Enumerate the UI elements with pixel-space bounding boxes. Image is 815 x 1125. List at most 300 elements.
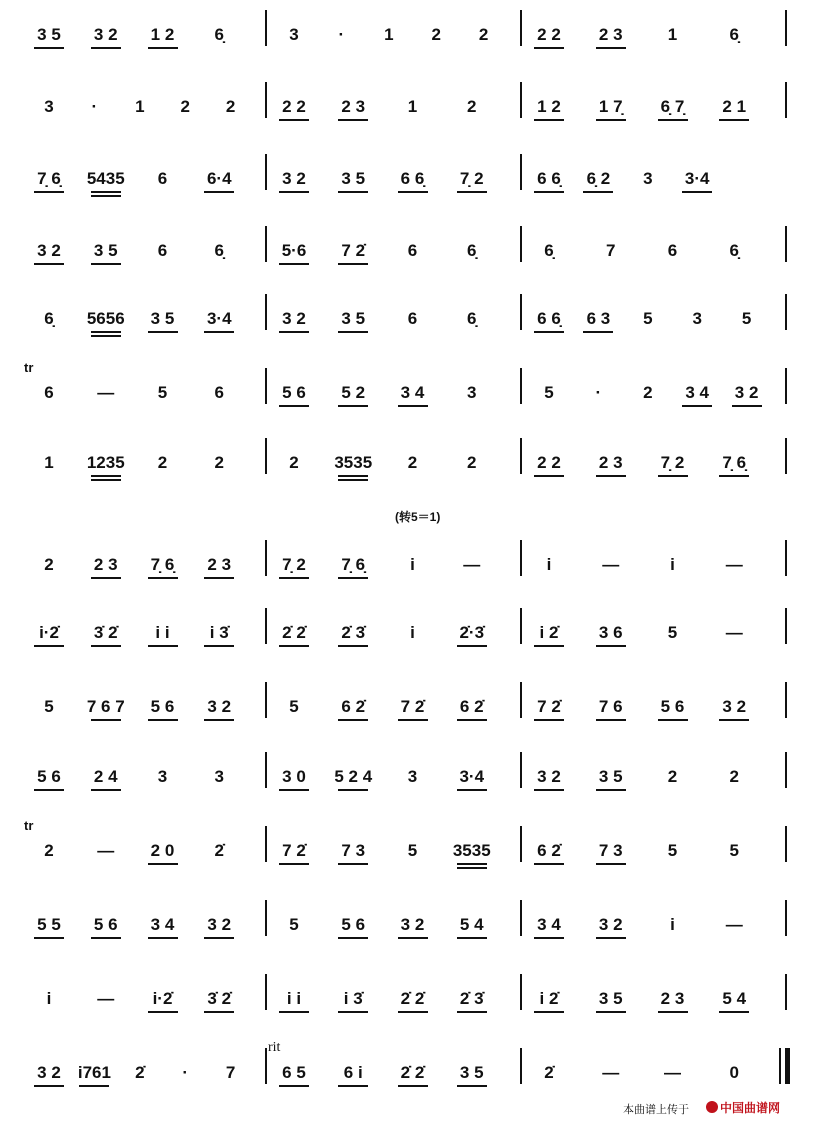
beam-line: [91, 191, 121, 193]
note-group: 3 2: [711, 690, 757, 724]
note-group: 5 2 4: [330, 760, 376, 794]
note-group: 2 2: [271, 90, 317, 124]
beam-line: [534, 191, 564, 193]
barline: [520, 368, 522, 404]
note-group: 5: [643, 309, 653, 328]
beam-line: [204, 1011, 234, 1013]
note-group: 3 2: [526, 760, 572, 794]
beam-line: [91, 331, 121, 333]
note-group: 3 5: [26, 18, 72, 52]
beam-line: [338, 577, 368, 579]
note-group: 6̣ 2: [575, 162, 621, 196]
note-group: 6̣: [729, 25, 739, 44]
score-line: [0, 548, 815, 588]
note-group: 1 2: [526, 90, 572, 124]
note-group: 6 6̣: [526, 302, 572, 336]
note-group: 2̇ 3̇: [449, 982, 495, 1016]
score-line: [0, 446, 815, 486]
note-group: 5 6: [650, 690, 696, 724]
note-group: 3̇ 2̇: [83, 616, 129, 650]
barline: [520, 294, 522, 330]
beam-line: [279, 331, 309, 333]
note-group: 3 2: [271, 162, 317, 196]
note-group: 6: [157, 169, 168, 188]
note-group: 3 5: [83, 234, 129, 268]
barline: [520, 1048, 522, 1084]
note-group: i·2̇: [140, 982, 186, 1016]
note-group: 3 2: [588, 908, 634, 942]
note-group: 7̣ 6̣: [711, 446, 757, 480]
score-line: [0, 908, 815, 948]
note-group: —: [602, 1063, 620, 1082]
barline: [520, 682, 522, 718]
note-group: 6: [667, 241, 678, 260]
note-group: —: [97, 841, 115, 860]
score-line: [0, 616, 815, 656]
note-group: 1: [384, 25, 394, 44]
barline: [265, 294, 267, 330]
note-group: 2: [407, 453, 418, 472]
beam-line: [534, 789, 564, 791]
note-group: 6̣: [214, 241, 224, 260]
barline: [520, 752, 522, 788]
note-group: 6̣: [214, 25, 224, 44]
barline: [520, 540, 522, 576]
note-group: i: [410, 623, 415, 642]
barline: [785, 540, 787, 576]
note-group: ·: [91, 97, 98, 116]
beam-line: [534, 47, 564, 49]
note-group: 3 2: [196, 690, 242, 724]
note-group: 5 6: [330, 908, 376, 942]
note-group: 3: [44, 97, 54, 116]
beam-line: [596, 789, 626, 791]
note-group: 5 6: [271, 376, 317, 410]
note-group: 1: [667, 25, 678, 44]
beam-line: [719, 1011, 749, 1013]
note-group: —: [725, 623, 743, 642]
note-group: 6: [157, 241, 168, 260]
beam-line: [148, 1011, 178, 1013]
note-group: 2 3: [588, 18, 634, 52]
beam-line: [34, 263, 64, 265]
barline: [265, 226, 267, 262]
note-group: 7 6 7: [83, 690, 129, 724]
note-group: 6 5: [271, 1056, 317, 1090]
beam-line: [91, 719, 121, 721]
note-group: —: [463, 555, 481, 574]
note-group: 1: [407, 97, 418, 116]
note-group: i 2̇: [526, 982, 572, 1016]
note-group: 5 4: [711, 982, 757, 1016]
note-group: 2 3: [330, 90, 376, 124]
note-group: 3 4: [390, 376, 436, 410]
note-group: 5 4: [449, 908, 495, 942]
note-group: 3: [157, 767, 168, 786]
beam-line: [658, 475, 688, 477]
note-group: 3: [643, 169, 653, 188]
note-group: 3·4: [196, 302, 242, 336]
beam-line: [398, 937, 428, 939]
beam-line: [279, 863, 309, 865]
note-group: 2: [667, 767, 678, 786]
note-group: 2̇: [214, 841, 224, 860]
barline: [265, 82, 267, 118]
beam-line: [91, 47, 121, 49]
note-group: 1 2: [140, 18, 186, 52]
barline: [520, 900, 522, 936]
beam-line: [719, 719, 749, 721]
beam-line: [534, 1011, 564, 1013]
note-group: 5: [157, 383, 168, 402]
beam-line: [658, 1011, 688, 1013]
note-group: 6̣: [544, 241, 554, 260]
note-group: 2 3: [83, 548, 129, 582]
barline: [785, 226, 787, 262]
score-line: [0, 234, 815, 274]
barline: [785, 438, 787, 474]
beam-line: [91, 789, 121, 791]
note-group: 7: [225, 1063, 236, 1082]
beam-line: [398, 191, 428, 193]
barline: [785, 608, 787, 644]
note-group: 5: [667, 623, 678, 642]
note-group: 3 5: [330, 302, 376, 336]
note-group: 3: [214, 767, 224, 786]
note-group: 5435: [83, 162, 129, 196]
score-line: [0, 302, 815, 342]
beam-line: [457, 1085, 487, 1087]
note-group: 5: [44, 697, 54, 716]
beam-line: [148, 863, 178, 865]
note-group: 3535: [330, 446, 376, 480]
barline: [265, 540, 267, 576]
note-group: 6·4: [196, 162, 242, 196]
beam-line: [279, 119, 309, 121]
beam-line: [398, 405, 428, 407]
note-group: 2: [467, 453, 477, 472]
beam-line: [534, 937, 564, 939]
note-group: 2̇ 2̇: [390, 1056, 436, 1090]
credit-text: 本曲谱上传于: [623, 1104, 689, 1116]
note-group: 1235: [83, 446, 129, 480]
note-group: 7 3: [588, 834, 634, 868]
note-group: 7̣ 6̣: [330, 548, 376, 582]
note-group: 3: [407, 767, 418, 786]
note-group: i i: [140, 616, 186, 650]
note-group: 7̣ 2: [271, 548, 317, 582]
beam-line: [457, 867, 487, 869]
note-group: 2: [467, 97, 477, 116]
beam-line: [91, 475, 121, 477]
beam-line: [204, 331, 234, 333]
barline: [785, 900, 787, 936]
beam-line: [91, 479, 121, 481]
beam-line: [204, 577, 234, 579]
note-group: 6 2̇: [449, 690, 495, 724]
note-group: 6̣ 7̣: [650, 90, 696, 124]
beam-line: [583, 191, 613, 193]
note-group: 2 1: [711, 90, 757, 124]
barline: [785, 368, 787, 404]
beam-line: [204, 645, 234, 647]
beam-line: [534, 475, 564, 477]
note-group: 2: [157, 453, 168, 472]
beam-line: [338, 479, 368, 481]
note-group: 7 2̇: [271, 834, 317, 868]
note-group: 5 6: [83, 908, 129, 942]
beam-line: [596, 119, 626, 121]
beam-line: [338, 475, 368, 477]
note-group: 2 3: [650, 982, 696, 1016]
beam-line: [596, 863, 626, 865]
note-group: 3 5: [330, 162, 376, 196]
barline: [520, 226, 522, 262]
beam-line: [596, 1011, 626, 1013]
note-group: —: [602, 555, 620, 574]
beam-line: [682, 405, 712, 407]
beam-line: [279, 789, 309, 791]
beam-line: [719, 475, 749, 477]
note-group: 3 0: [271, 760, 317, 794]
beam-line: [583, 331, 613, 333]
note-group: 3 5: [449, 1056, 495, 1090]
note-group: 1 7̣: [588, 90, 634, 124]
note-group: 5: [407, 841, 418, 860]
note-group: 6: [44, 383, 54, 402]
barline: [265, 10, 267, 46]
beam-line: [91, 335, 121, 337]
note-group: i·2̇: [26, 616, 72, 650]
beam-line: [338, 263, 368, 265]
note-group: 2 3: [588, 446, 634, 480]
note-group: 3: [692, 309, 702, 328]
note-group: 6 6̣: [390, 162, 436, 196]
barline: [520, 438, 522, 474]
note-group: 5 5: [26, 908, 72, 942]
note-group: 2̇ 2̇: [390, 982, 436, 1016]
beam-line: [148, 719, 178, 721]
note-group: 2: [643, 383, 653, 402]
note-group: 5656: [83, 302, 129, 336]
note-group: 2̇·3̇: [449, 616, 495, 650]
note-group: 3 2: [724, 376, 770, 410]
note-group: 2 2: [526, 18, 572, 52]
note-group: 5·6: [271, 234, 317, 268]
barline: [785, 82, 787, 118]
beam-line: [279, 645, 309, 647]
score-line: [0, 18, 815, 58]
note-group: 1: [44, 453, 54, 472]
note-group: 3·4: [674, 162, 720, 196]
barline: [520, 608, 522, 644]
note-group: —: [97, 383, 115, 402]
note-group: 5 6: [140, 690, 186, 724]
note-group: 3 2: [196, 908, 242, 942]
barline: [785, 752, 787, 788]
beam-line: [279, 405, 309, 407]
beam-line: [91, 937, 121, 939]
beam-line: [279, 1011, 309, 1013]
beam-line: [457, 863, 487, 865]
barline: [265, 368, 267, 404]
beam-line: [79, 1085, 109, 1087]
beam-line: [596, 475, 626, 477]
beam-line: [338, 789, 368, 791]
logo-icon: [706, 1101, 718, 1113]
note-group: 3 4: [674, 376, 720, 410]
note-group: i: [410, 555, 415, 574]
note-group: 2̇: [544, 1063, 554, 1082]
note-group: 7̣ 2: [650, 446, 696, 480]
trill-mark: tr: [24, 818, 34, 833]
beam-line: [596, 645, 626, 647]
note-group: 7̣ 6̣: [140, 548, 186, 582]
barline: [265, 900, 267, 936]
note-group: i: [46, 989, 52, 1008]
barline: [520, 826, 522, 862]
note-group: i: [670, 915, 675, 934]
beam-line: [148, 645, 178, 647]
beam-line: [457, 719, 487, 721]
beam-line: [148, 937, 178, 939]
final-barline: [785, 1048, 790, 1084]
beam-line: [457, 645, 487, 647]
beam-line: [457, 191, 487, 193]
note-group: 2̇ 3̇: [330, 616, 376, 650]
barline: [265, 974, 267, 1010]
key-change-label: (转5＝1): [395, 510, 441, 524]
note-group: 5: [741, 309, 752, 328]
beam-line: [338, 719, 368, 721]
note-group: 6̣: [467, 309, 477, 328]
barline: [265, 154, 267, 190]
beam-line: [34, 47, 64, 49]
beam-line: [338, 645, 368, 647]
beam-line: [34, 645, 64, 647]
note-group: 5: [289, 915, 299, 934]
trill-mark: tr: [24, 360, 34, 375]
beam-line: [338, 331, 368, 333]
beam-line: [398, 1011, 428, 1013]
beam-line: [719, 119, 749, 121]
note-group: 3 5: [588, 982, 634, 1016]
note-group: 3 2: [26, 1056, 72, 1090]
note-group: 3535: [449, 834, 495, 868]
note-group: 6̣: [44, 309, 54, 328]
note-group: ·: [182, 1063, 189, 1082]
beam-line: [338, 119, 368, 121]
note-group: 2: [214, 453, 224, 472]
note-group: 3: [467, 383, 477, 402]
note-group: 3 2: [83, 18, 129, 52]
note-group: 2 0: [140, 834, 186, 868]
beam-line: [148, 47, 178, 49]
barline: [265, 826, 267, 862]
note-group: 2̇: [135, 1063, 145, 1082]
note-group: i 3̇: [196, 616, 242, 650]
beam-line: [658, 719, 688, 721]
barline: [785, 682, 787, 718]
note-group: 5: [667, 841, 678, 860]
beam-line: [204, 937, 234, 939]
note-group: 3 5: [588, 760, 634, 794]
beam-line: [91, 263, 121, 265]
score-line: [0, 760, 815, 800]
note-group: 2 3: [196, 548, 242, 582]
note-group: 3 5: [140, 302, 186, 336]
beam-line: [596, 937, 626, 939]
note-group: 6 6̣: [526, 162, 572, 196]
beam-line: [34, 1085, 64, 1087]
beam-line: [338, 191, 368, 193]
ritardando-mark: rit: [268, 1040, 281, 1055]
note-group: 2: [225, 97, 236, 116]
note-group: 2: [180, 97, 190, 116]
note-group: 3: [289, 25, 299, 44]
beam-line: [34, 789, 64, 791]
score-line: [0, 162, 815, 202]
note-group: 2: [729, 767, 739, 786]
beam-line: [398, 1085, 428, 1087]
note-group: 3·4: [449, 760, 495, 794]
beam-line: [279, 577, 309, 579]
beam-line: [91, 577, 121, 579]
note-group: 5: [544, 383, 554, 402]
barline: [520, 10, 522, 46]
beam-line: [338, 405, 368, 407]
beam-line: [91, 195, 121, 197]
beam-line: [534, 863, 564, 865]
barline: [785, 294, 787, 330]
note-group: 2 4: [83, 760, 129, 794]
beam-line: [534, 119, 564, 121]
beam-line: [534, 719, 564, 721]
beam-line: [338, 1011, 368, 1013]
score-line: [0, 818, 815, 874]
note-group: 2̇ 2̇: [271, 616, 317, 650]
note-group: 2: [44, 555, 54, 574]
note-group: —: [664, 1063, 681, 1082]
note-group: 2: [478, 25, 489, 44]
beam-line: [148, 331, 178, 333]
note-group: 7 2̇: [526, 690, 572, 724]
beam-line: [34, 191, 64, 193]
beam-line: [279, 191, 309, 193]
barline: [785, 10, 787, 46]
score-line: [0, 360, 815, 416]
note-group: 7 2̇: [330, 234, 376, 268]
barline: [520, 82, 522, 118]
note-group: 5: [289, 697, 299, 716]
site-logo: 中国曲谱网: [720, 1101, 781, 1115]
score-line: [0, 1040, 815, 1096]
barline: [265, 752, 267, 788]
note-group: —: [725, 555, 743, 574]
note-group: ·: [338, 25, 345, 44]
note-group: 3 6: [588, 616, 634, 650]
note-group: 6 i: [330, 1056, 376, 1090]
barline: [265, 682, 267, 718]
beam-line: [457, 789, 487, 791]
note-group: 2 2: [526, 446, 572, 480]
note-group: 6 2̇: [526, 834, 572, 868]
beam-line: [398, 719, 428, 721]
barline: [785, 826, 787, 862]
barline: [520, 154, 522, 190]
score-line: [0, 690, 815, 730]
score-line: [0, 90, 815, 130]
